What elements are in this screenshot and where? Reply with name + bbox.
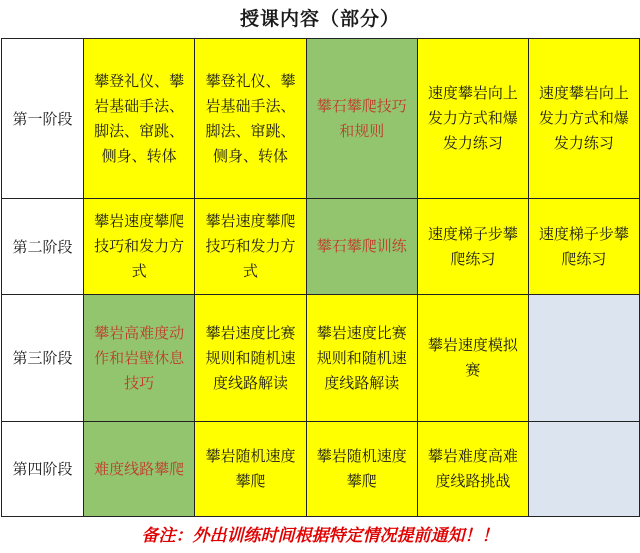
table-cell: 攀石攀爬技巧和规则 [306, 39, 417, 199]
table-cell: 攀登礼仪、攀岩基础手法、脚法、窜跳、侧身、转体 [83, 39, 194, 199]
footnote: 备注：外出训练时间根据特定情况提前通知！！ [141, 526, 499, 546]
table-row [2, 422, 640, 517]
table-cell: 攀岩速度比赛规则和随机速度线路解读 [306, 295, 417, 422]
table-cell: 速度梯子步攀爬练习 [417, 199, 528, 295]
table-cell: 攀岩速度模拟赛 [417, 295, 528, 422]
table-row [2, 295, 640, 422]
stage-label: 第三阶段 [2, 295, 84, 422]
empty-cell [528, 422, 639, 517]
table-cell: 攀岩高难度动作和岩壁休息技巧 [83, 295, 194, 422]
table-cell: 攀岩难度高难度线路挑战 [417, 422, 528, 517]
empty-cell [528, 295, 639, 422]
table-cell: 速度梯子步攀爬练习 [528, 199, 639, 295]
stage-label: 第二阶段 [2, 199, 84, 295]
table-cell: 攀岩速度攀爬技巧和发力方式 [195, 199, 306, 295]
stage-label: 第四阶段 [2, 422, 84, 517]
table-cell: 攀石攀爬训练 [306, 199, 417, 295]
table-row [2, 199, 640, 295]
page-title: 授课内容（部分） [239, 8, 400, 30]
table-cell: 攀岩随机速度攀爬 [195, 422, 306, 517]
table-cell: 攀岩速度比赛规则和随机速度线路解读 [195, 295, 306, 422]
table-cell: 难度线路攀爬 [83, 422, 194, 517]
table-cell: 攀岩随机速度攀爬 [306, 422, 417, 517]
table-cell: 攀登礼仪、攀岩基础手法、脚法、窜跳、侧身、转体 [195, 39, 306, 199]
table-cell: 速度攀岩向上发力方式和爆发力练习 [528, 39, 639, 199]
table-cell: 速度攀岩向上发力方式和爆发力练习 [417, 39, 528, 199]
table-row [2, 39, 640, 199]
stage-label: 第一阶段 [2, 39, 84, 199]
table-cell: 攀岩速度攀爬技巧和发力方式 [83, 199, 194, 295]
course-table [1, 38, 640, 517]
